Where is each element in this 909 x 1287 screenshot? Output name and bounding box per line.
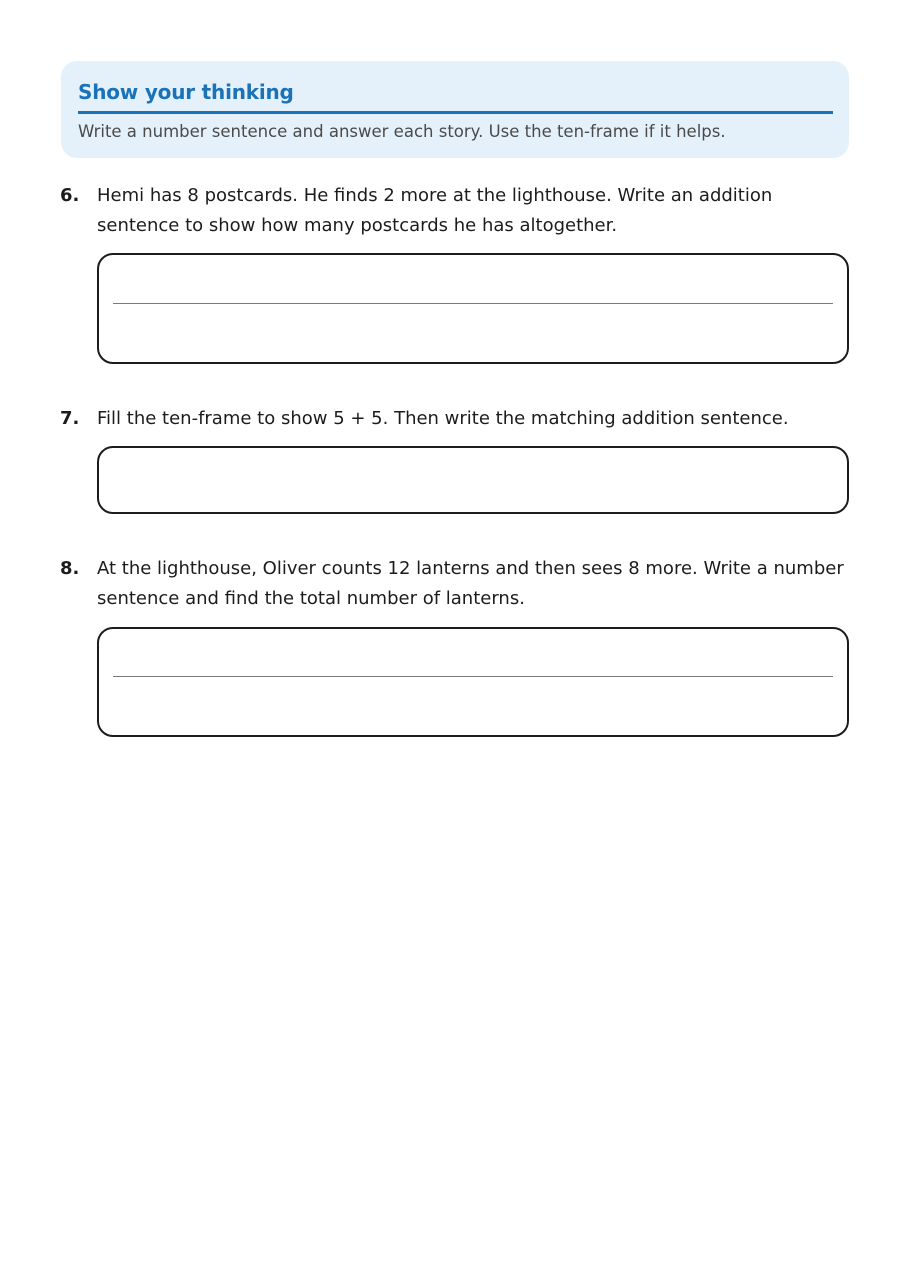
- question-7-text: Fill the ten-frame to show 5 + 5. Then write the matching addition sentence.: [97, 408, 789, 429]
- question-8-number: 8.: [60, 558, 80, 579]
- answer-writing-line: [113, 303, 833, 304]
- answer-writing-line: [113, 676, 833, 677]
- question-8-answer-box[interactable]: [97, 627, 849, 737]
- question-6-answer-box[interactable]: [97, 253, 849, 364]
- question-8-text: At the lighthouse, Oliver counts 12 lanterns and then sees 8 more. Write a number sentence and find the total number of lanterns.: [97, 558, 844, 609]
- question-7-answer-box[interactable]: [97, 446, 849, 514]
- section-title: Show your thinking: [78, 80, 294, 104]
- question-6-number: 6.: [60, 185, 80, 206]
- instructions-panel: [61, 61, 849, 158]
- instructions-text: Write a number sentence and answer each story. Use the ten-frame if it helps.: [78, 122, 726, 141]
- question-7-number: 7.: [60, 408, 80, 429]
- question-6-text: Hemi has 8 postcards. He finds 2 more at the lighthouse. Write an addition sentence to show how many postcards he has altogether.: [97, 185, 773, 236]
- title-divider: [78, 111, 833, 114]
